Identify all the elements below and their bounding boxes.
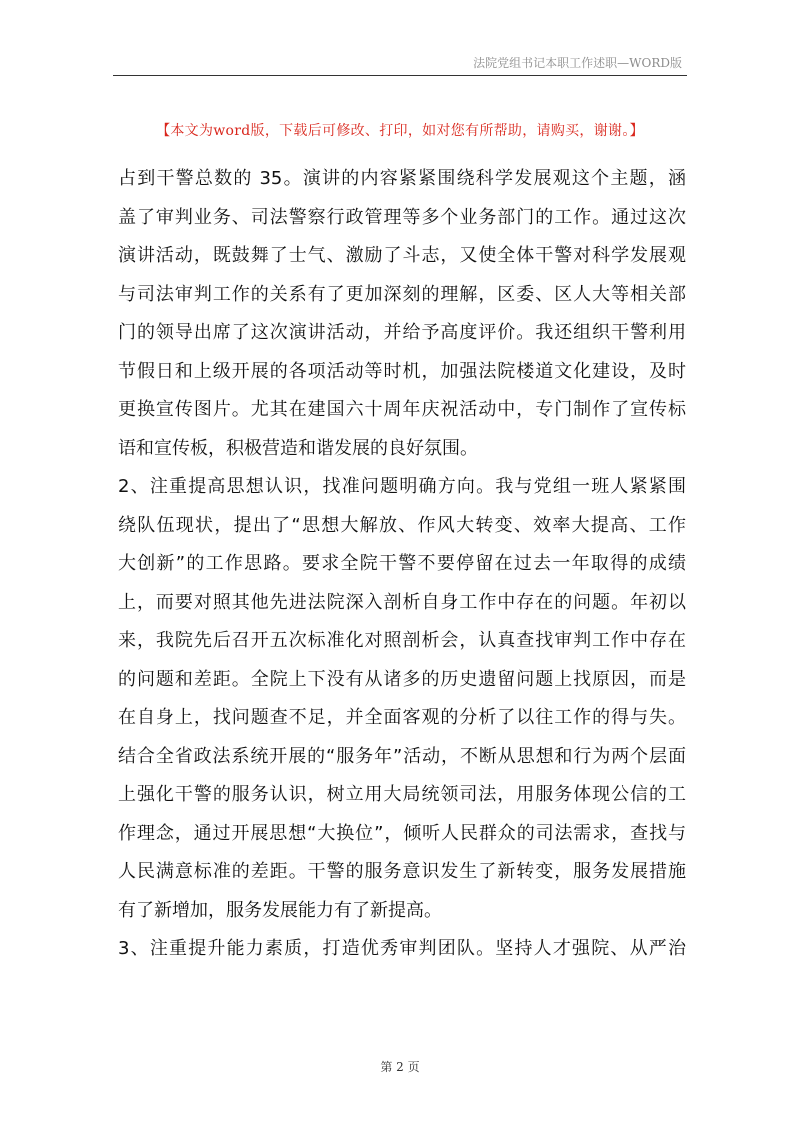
body-line: 的问题和差距。全院上下没有从诸多的历史遗留问题上找原因，而是 xyxy=(118,668,686,690)
body-line: 绕队伍现状，提出了“思想大解放、作风大转变、效率大提高、工作 xyxy=(118,514,686,536)
purchase-notice: 【本文为word版，下载后可修改、打印，如对您有所帮助，请购买，谢谢。】 xyxy=(156,123,644,139)
body-line: 门的领导出席了这次演讲活动，并给予高度评价。我还组织干警利用 xyxy=(118,322,686,343)
body-line: 2、注重提高思想认识，找准问题明确方向。我与党组一班人紧紧围 xyxy=(118,476,686,497)
body-line: 盖了审判业务、司法警察行政管理等多个业务部门的工作。通过这次 xyxy=(118,206,686,228)
body-line: 3、注重提升能力素质，打造优秀审判团队。坚持人才强院、从严治 xyxy=(118,938,686,959)
body-text xyxy=(118,160,686,969)
body-line: 人民满意标准的差距。干警的服务意识发生了新转变，服务发展措施 xyxy=(118,861,686,882)
body-line: 占到干警总数的 35。演讲的内容紧紧围绕科学发展观这个主题，涵 xyxy=(118,168,686,189)
body-line: 来，我院先后召开五次标准化对照剖析会，认真查找审判工作中存在 xyxy=(118,630,686,651)
body-line: 更换宣传图片。尤其在建国六十周年庆祝活动中，专门制作了宣传标 xyxy=(118,399,686,420)
body-line: 上强化干警的服务认识，树立用大局统领司法，用服务体现公信的工 xyxy=(118,784,686,805)
body-line: 结合全省政法系统开展的“服务年”活动，不断从思想和行为两个层面 xyxy=(118,745,686,767)
body-line: 大创新”的工作思路。要求全院干警不要停留在过去一年取得的成绩 xyxy=(118,553,686,574)
body-line: 有了新增加，服务发展能力有了新提高。 xyxy=(118,899,442,921)
document-header-title: 法院党组书记本职工作述职—WORD版 xyxy=(473,56,682,70)
page-number: 第 2 页 xyxy=(380,1060,420,1074)
body-line: 与司法审判工作的关系有了更加深刻的理解，区委、区人大等相关部 xyxy=(118,283,686,305)
header-divider xyxy=(113,75,687,76)
body-line: 上，而要对照其他先进法院深入剖析自身工作中存在的问题。年初以 xyxy=(118,591,686,613)
body-line: 语和宣传板，积极营造和谐发展的良好氛围。 xyxy=(118,437,478,459)
body-line: 作理念，通过开展思想“大换位”，倾听人民群众的司法需求，查找与 xyxy=(118,822,686,844)
body-line: 节假日和上级开展的各项活动等时机，加强法院楼道文化建设，及时 xyxy=(118,360,686,382)
body-line: 演讲活动，既鼓舞了士气、激励了斗志，又使全体干警对科学发展观 xyxy=(118,245,686,266)
body-line: 在自身上，找问题查不足，并全面客观的分析了以往工作的得与失。 xyxy=(118,707,686,728)
